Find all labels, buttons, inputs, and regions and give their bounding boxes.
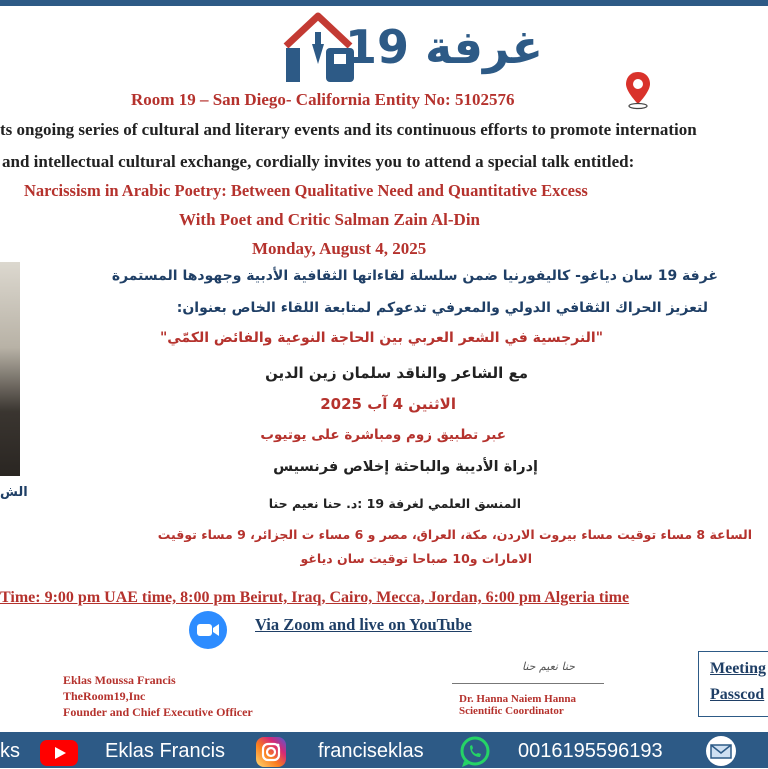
phone-number[interactable]: 0016195596193: [518, 740, 663, 762]
arabic-line-1: غرفة 19 سان دياغو- كاليفورنيا ضمن سلسلة لقاءاتها الثقافية الأدبية وجهودها المستمرة: [111, 268, 718, 284]
signature-line: [452, 683, 604, 684]
youtube-handle[interactable]: Eklas Francis: [105, 740, 226, 762]
bottom-left-fragment: ks: [0, 740, 20, 762]
photo-caption: الش: [0, 485, 28, 500]
speaker-photo: [0, 262, 20, 476]
with-poet-en: With Poet and Critic Salman Zain Al-Din: [179, 210, 480, 229]
arabic-title: "النرجسية في الشعر العربي بين الحاجة النوعية والفائض الكمّي": [160, 330, 603, 346]
zoom-icon[interactable]: [188, 610, 228, 650]
arabic-date: الاثنين 4 آب 2025: [320, 395, 456, 413]
signer-left-company: TheRoom19,Inc: [63, 689, 146, 703]
times-en: Time: 9:00 pm UAE time, 8:00 pm Beirut, Iraq, Cairo, Mecca, Jordan, 6:00 pm Algeria time: [0, 589, 630, 606]
arabic-with: مع الشاعر والناقد سلمان زين الدين: [265, 364, 528, 382]
logo-text: غرفة 19: [345, 20, 544, 74]
arabic-line-2: لتعزيز الحراك الثقافي الدولي والمعرفي تدعوكم لمتابعة اللقاء الخاص بعنوان:: [176, 300, 708, 316]
intro-line-1: ts ongoing series of cultural and literary events and its continuous efforts to promote internation: [0, 120, 697, 139]
meeting-label[interactable]: Meeting: [710, 660, 766, 677]
zoom-youtube-link[interactable]: Via Zoom and live on YouTube: [255, 615, 472, 634]
location-pin-icon: [624, 70, 652, 110]
arabic-times-1: الساعة 8 مساء توقيت مساء بيروت الاردن، مكة، العراق، مصر و 6 مساء ت الجزائر، 9 مساء توقيت: [157, 527, 752, 542]
arabic-managed: إدراة الأديبة والباحثة إخلاص فرنسيس: [273, 459, 538, 475]
talk-title-en: Narcissism in Arabic Poetry: Between Qualitative Need and Quantitative Excess: [24, 181, 588, 200]
signer-left-title: Founder and Chief Executive Officer: [63, 705, 253, 719]
signer-left-name: Eklas Moussa Francis: [63, 673, 176, 687]
top-bar: [0, 0, 768, 6]
whatsapp-icon[interactable]: [458, 735, 492, 769]
instagram-handle[interactable]: franciseklas: [318, 740, 424, 762]
youtube-icon[interactable]: [40, 740, 78, 766]
entity-line: Room 19 – San Diego- California Entity No: 5102576: [131, 90, 515, 109]
signer-right-name: Dr. Hanna Naiem Hanna: [459, 693, 576, 705]
email-icon[interactable]: [704, 735, 738, 767]
signature-scribble: حنا نعيم حنا: [522, 660, 575, 673]
arabic-coordinator: المنسق العلمي لغرفة 19 :د. حنا نعيم حنا: [268, 496, 521, 511]
signer-right-title: Scientific Coordinator: [459, 705, 564, 717]
arabic-times-2: الامارات و10 صباحا توقيت سان دياغو: [300, 551, 532, 566]
intro-line-2: and intellectual cultural exchange, cordially invites you to attend a special talk entitled:: [2, 152, 635, 171]
date-en: Monday, August 4, 2025: [252, 239, 427, 258]
instagram-icon[interactable]: [255, 736, 287, 768]
passcode-label[interactable]: Passcod: [710, 686, 765, 703]
arabic-via: عبر تطبيق زوم ومباشرة على يوتيوب: [260, 427, 506, 443]
